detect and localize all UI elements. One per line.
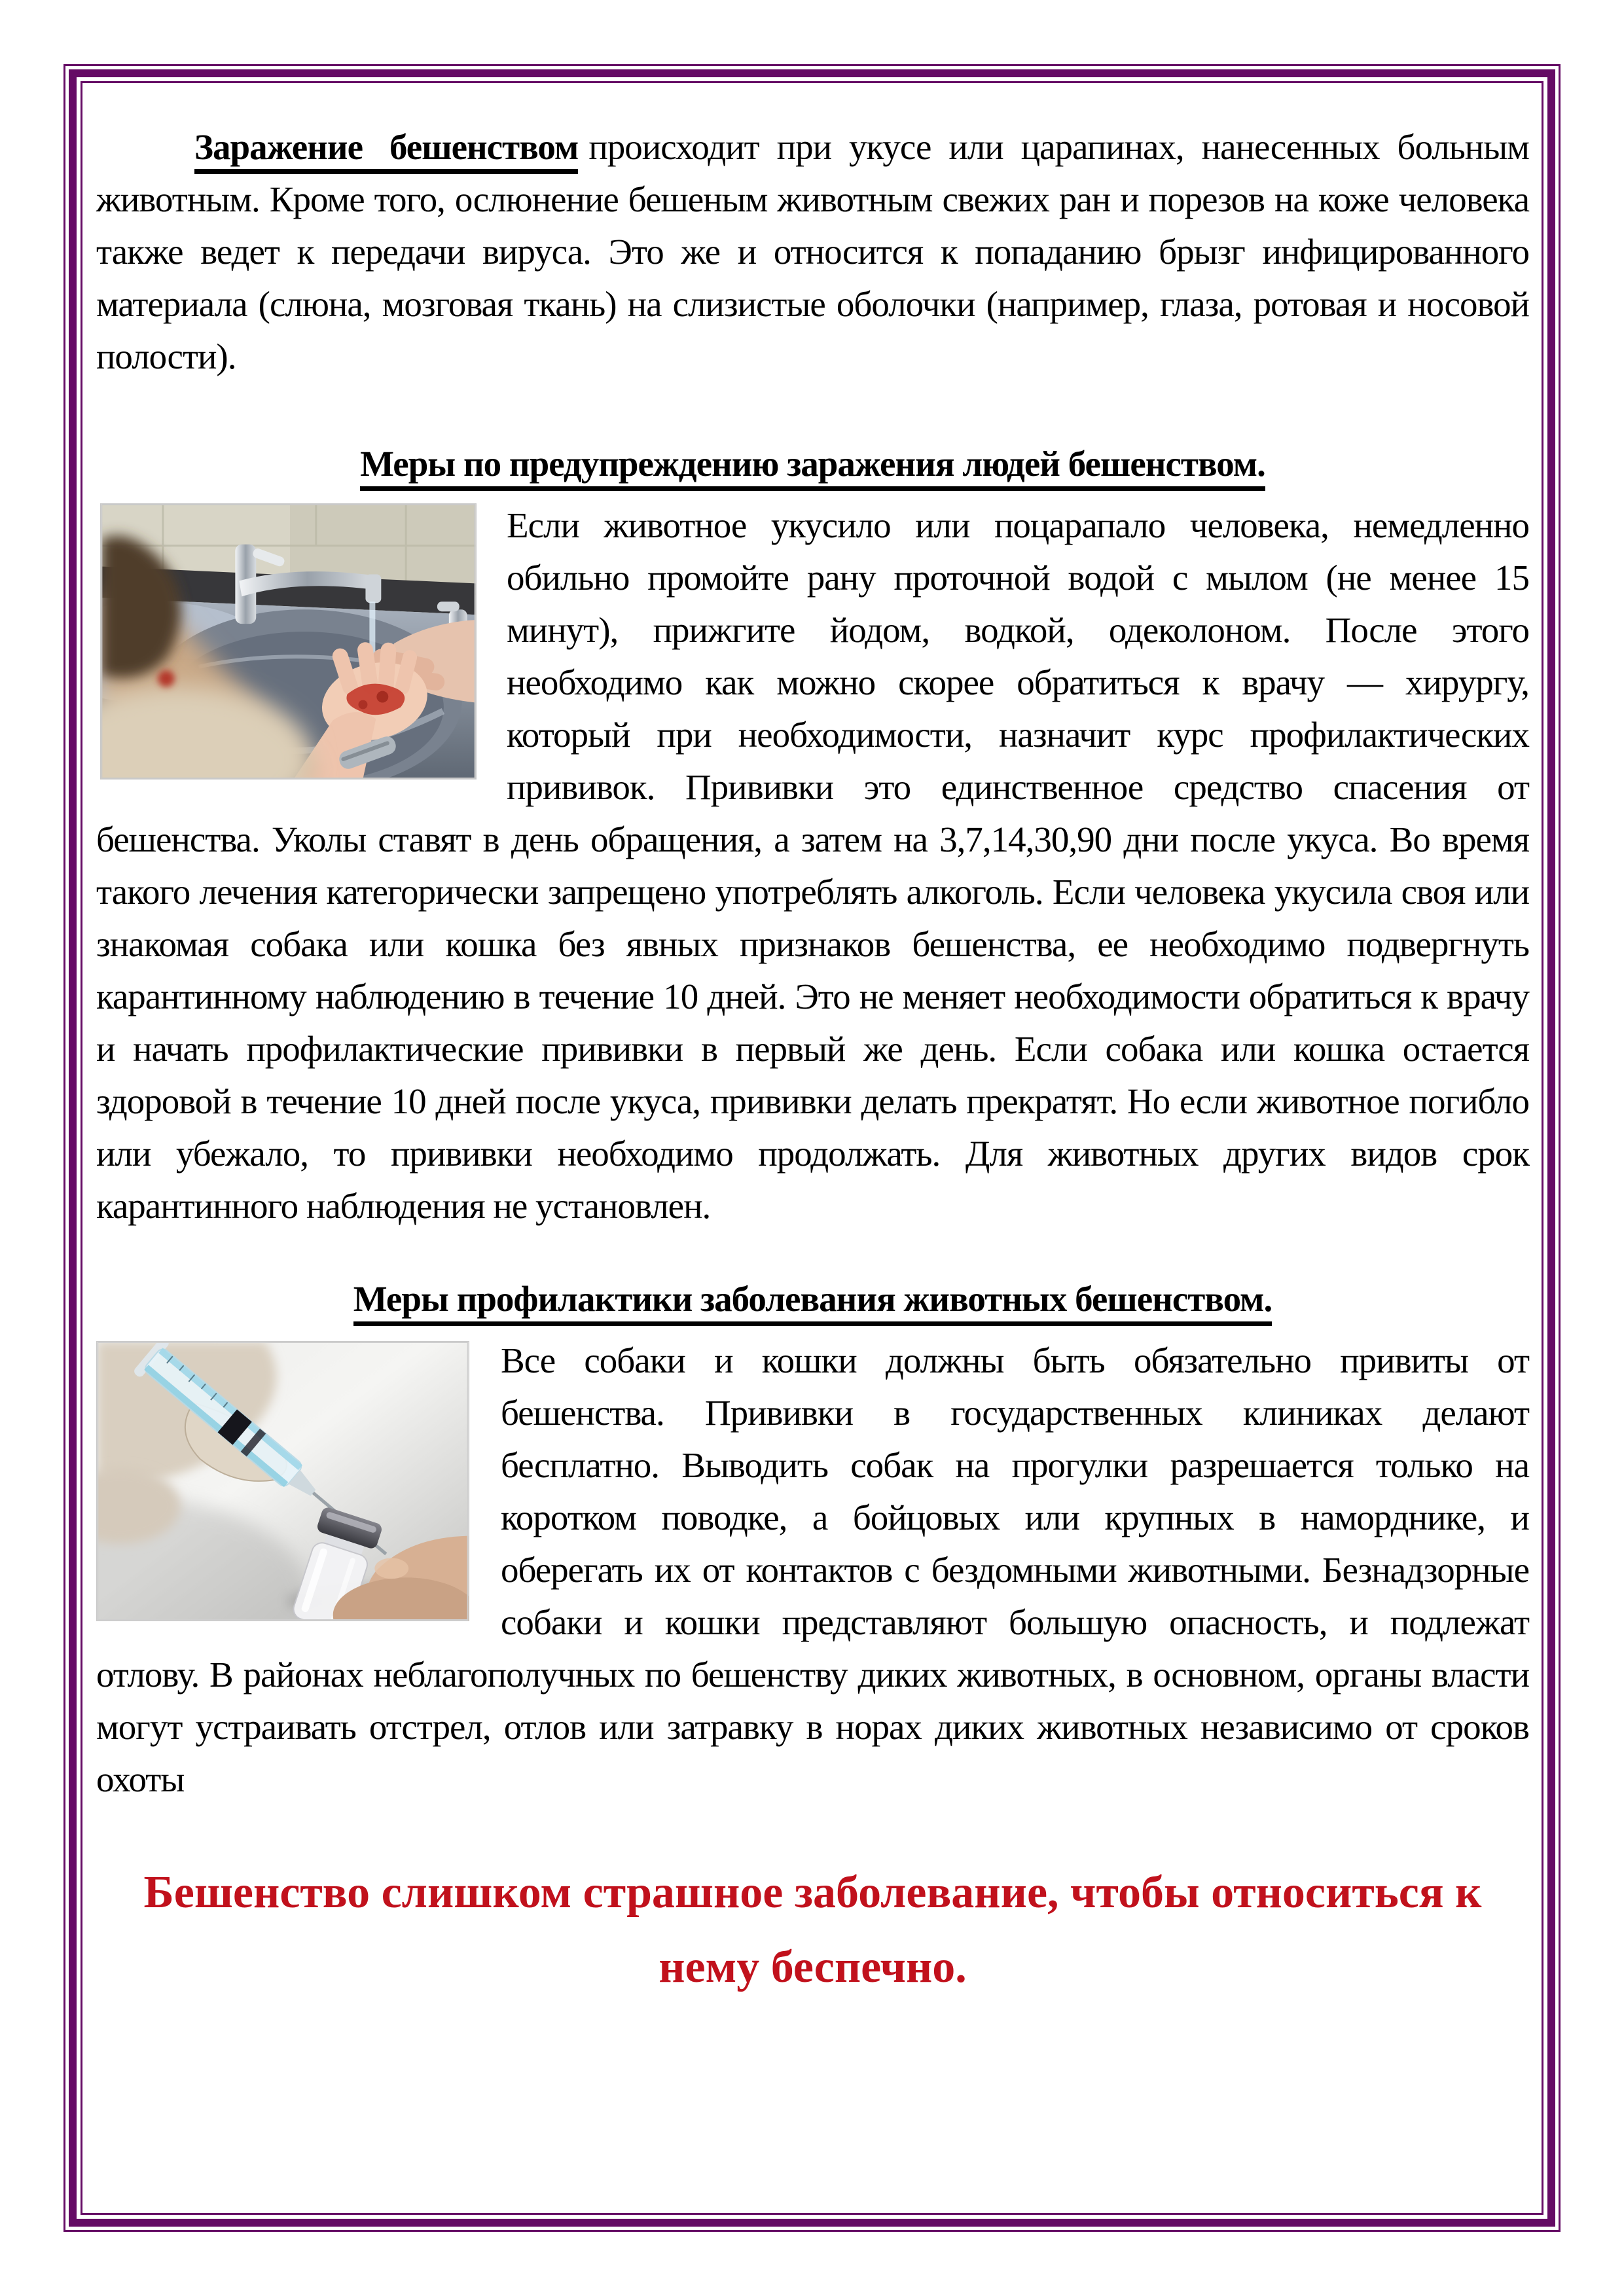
heading-animal-prevention-text: Меры профилактики заболевания животных бешенством. (353, 1279, 1272, 1326)
decorative-frame-band (69, 69, 1555, 2227)
handwashing-photo (100, 503, 477, 780)
people-prevention-paragraph (96, 499, 1529, 1232)
warning-text: Бешенство слишком страшное заболевание, чтобы относиться к нему беспечно. (143, 1867, 1482, 1992)
decorative-frame-inner (81, 81, 1543, 2215)
syringe-photo (96, 1341, 469, 1621)
people-prevention-text: Если животное укусило или поцарапало человека, немедленно обильно промойте рану проточной водой с мылом (не менее 15 минут), прижгите йодом, водкой, одеколоном. После этого необходимо как можно скорее обратиться к врачу — хирургу, который при необходимости, назначит курс профилактических прививок. Прививки это единственное средство спасения от бешенства. Уколы ставят в день обращения, а затем на 3,7,14,30,90 дни после укуса. Во время такого лечения категорически запрещено употреблять алкоголь. Если человека укусила своя или знакомая собака или кошка без явных признаков бешенства, ее необходимо подвергнуть карантинному наблюдению в течение 10 дней. Это не меняет необходимости обратиться к врачу и начать профилактические прививки в первый же день. Если собака или кошка остается здоровой в течение 10 дней после укуса, прививки делать прекратят. Но если животное погибло или убежало, то прививки необходимо продолжать. Для животных других видов срок карантинного наблюдения не установлен. (96, 505, 1529, 1226)
heading-animal-prevention (96, 1273, 1529, 1325)
heading-people-prevention (96, 438, 1529, 490)
intro-paragraph (96, 121, 1529, 383)
animal-prevention-text: Все собаки и кошки должны быть обязательно привиты от бешенства. Прививки в государственных клиниках делают бесплатно. Выводить собак на прогулки разрешается только на коротком поводке, а бойцовых или крупных в наморднике, и оберегать их от контактов с бездомными животными. Безнадзорные собаки и кошки представляют большую опасность, и подлежат отлову. В районах неблагополучных по бешенству диких животных, в основном, органы власти могут устраивать отстрел, отлов или затравку в норах диких животных независимо от сроков охоты (96, 1340, 1529, 1799)
heading-people-prevention-text: Меры по предупреждению заражения людей бешенством. (360, 444, 1265, 491)
intro-text: происходит при укусе или царапинах, нанесенных больным животным. Кроме того, ослюнение бешеным животным свежих ран и порезов на коже человека также ведет к передачи вируса. Это же и относится к попаданию брызг инфицированного материала (слюна, мозговая ткань) на слизистые оболочки (например, глаза, ротовая и носовой полости). (96, 127, 1529, 376)
document-content (82, 83, 1542, 2005)
decorative-frame-outer (63, 64, 1561, 2232)
intro-lead-underlined: Заражение бешенством (194, 127, 578, 174)
animal-prevention-paragraph (96, 1335, 1529, 1806)
